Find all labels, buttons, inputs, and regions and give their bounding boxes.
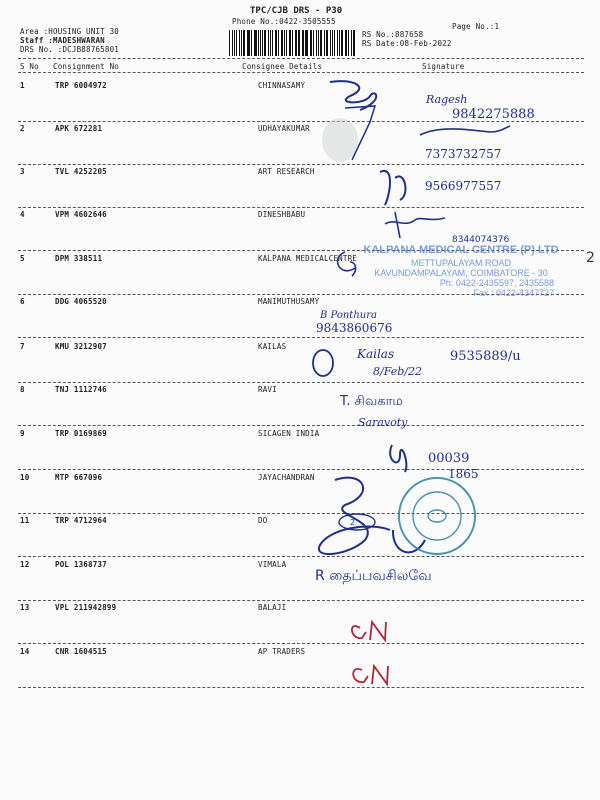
consignee-name: DO <box>258 516 268 525</box>
consignment-number: TRP 0169869 <box>55 429 107 438</box>
consignment-number: MTP 667096 <box>55 473 103 482</box>
consignee-name: VIMALA <box>258 560 287 569</box>
handwritten-name: Ragesh <box>426 93 468 106</box>
row-serial-number: 14 <box>20 647 30 656</box>
consignee-name: MANIMUTHUSAMY <box>258 297 320 306</box>
signature-scribble <box>380 171 405 205</box>
handwritten-signature: Saravoty <box>358 416 408 429</box>
consignee-name: RAVI <box>258 385 277 394</box>
signature-scribble <box>390 445 406 472</box>
consignment-number: TNJ 1112746 <box>55 385 107 394</box>
signature-scribble <box>338 252 356 276</box>
consignment-number: TRP 4712964 <box>55 516 107 525</box>
stamp-address-line: KAVUNDAMPALAYAM, COIMBATORE - 30 <box>374 268 548 278</box>
row-serial-number: 11 <box>20 516 30 525</box>
stamp-address-line: METTUPALAYAM ROAD <box>410 258 511 268</box>
row-serial-number: 10 <box>20 473 30 482</box>
red-initial-mark <box>353 666 388 684</box>
drs-number: DRS No. :DCJB88765801 <box>20 45 120 54</box>
row-serial-number: 3 <box>20 167 25 176</box>
document-title: TPC/CJB DRS - P30 <box>250 6 343 16</box>
column-header-consignment: Consignment No <box>53 62 120 71</box>
consignment-number: CNR 1604515 <box>55 647 107 656</box>
consignment-number: KMU 3212907 <box>55 342 107 351</box>
signature-scribble <box>313 350 333 376</box>
consignee-name: UDHAYAKUMAR <box>258 124 310 133</box>
row-serial-number: 6 <box>20 297 25 306</box>
handwritten-name: B Ponthura <box>320 310 377 321</box>
consignment-number: TVL 4252205 <box>55 167 107 176</box>
handwritten-phone: 8344074376 <box>452 235 510 245</box>
smudge-mark <box>322 118 358 162</box>
consignee-name: DINESHBABU <box>258 210 306 219</box>
side-mark: 2 <box>586 250 595 266</box>
row-serial-number: 5 <box>20 254 25 263</box>
handwritten-tamil-name: T. சிவகாம <box>340 394 403 409</box>
company-seal <box>399 478 475 554</box>
consignment-number: APK 672281 <box>55 124 103 133</box>
consignee-name: ART RESEARCH <box>258 167 315 176</box>
stamp-company-name: KALPANA MEDICAL CENTRE (P) LTD <box>363 244 559 256</box>
handwritten-phone: 7373732757 <box>425 147 502 161</box>
column-header-signature: Signature <box>422 62 465 71</box>
handwritten-date: 8/Feb/22 <box>373 365 422 378</box>
consignee-name: KALPANA MEDICALCENTRE <box>258 254 358 263</box>
consignee-name: AP TRADERS <box>258 647 306 656</box>
consignee-name: SICAGEN INDIA <box>258 429 320 438</box>
staff-label: Staff :MADESHWARAN <box>20 36 105 45</box>
consignee-name: CHINNASAMY <box>258 81 306 90</box>
stamp-phone: Ph: 0422-2435597, 2435588 <box>439 278 554 288</box>
consignee-name: KAILAS <box>258 342 287 351</box>
row-serial-number: 1 <box>20 81 25 90</box>
signature-scribble <box>319 478 390 554</box>
rs-date: RS Date:08-Feb-2022 <box>362 39 452 48</box>
page-number: Page No.:1 <box>452 22 500 31</box>
consignment-number: TRP 6004972 <box>55 81 107 90</box>
consignment-number: POL 1368737 <box>55 560 107 569</box>
handwritten-phone: 9566977557 <box>425 179 502 193</box>
handwritten-phone: 9842275888 <box>452 107 535 122</box>
rs-number: RS No.:887658 <box>362 30 424 39</box>
stamp-fax: Fax : 0422-4347727 <box>473 288 554 298</box>
column-header-sno: S No <box>20 62 39 71</box>
consignee-name: JAYACHANDRAN <box>258 473 315 482</box>
handwritten-tamil-name: R தைப்பவசிலவே <box>315 568 432 584</box>
red-initial-mark <box>352 622 386 640</box>
handwritten-phone: 9843860676 <box>316 321 393 335</box>
consignment-number: DPM 338511 <box>55 254 103 263</box>
consignment-number: VPL 211942899 <box>55 603 117 612</box>
row-serial-number: 9 <box>20 429 25 438</box>
row-serial-number: 4 <box>20 210 25 219</box>
handwritten-name: Kailas <box>357 347 395 361</box>
column-header-consignee: Consignee Details <box>242 62 323 71</box>
row-serial-number: 12 <box>20 560 30 569</box>
signature-scribble <box>385 212 445 238</box>
circled-number: 2 <box>350 518 356 527</box>
row-serial-number: 2 <box>20 124 25 133</box>
handwritten-number: 1865 <box>448 467 479 481</box>
handwritten-number: 00039 <box>428 451 470 466</box>
row-serial-number: 7 <box>20 342 25 351</box>
row-serial-number: 13 <box>20 603 30 612</box>
consignee-name: BALAJI <box>258 603 287 612</box>
row-serial-number: 8 <box>20 385 25 394</box>
consignment-number: VPM 4602646 <box>55 210 107 219</box>
consignment-number: DDG 4065520 <box>55 297 107 306</box>
signature-scribble <box>420 126 510 135</box>
company-stamp <box>362 238 560 320</box>
handwritten-phone: 9535889/u <box>450 349 521 364</box>
area-label: Area :HOUSING UNIT 30 <box>20 27 120 36</box>
phone-number: Phone No.:0422-3505555 <box>232 17 336 26</box>
